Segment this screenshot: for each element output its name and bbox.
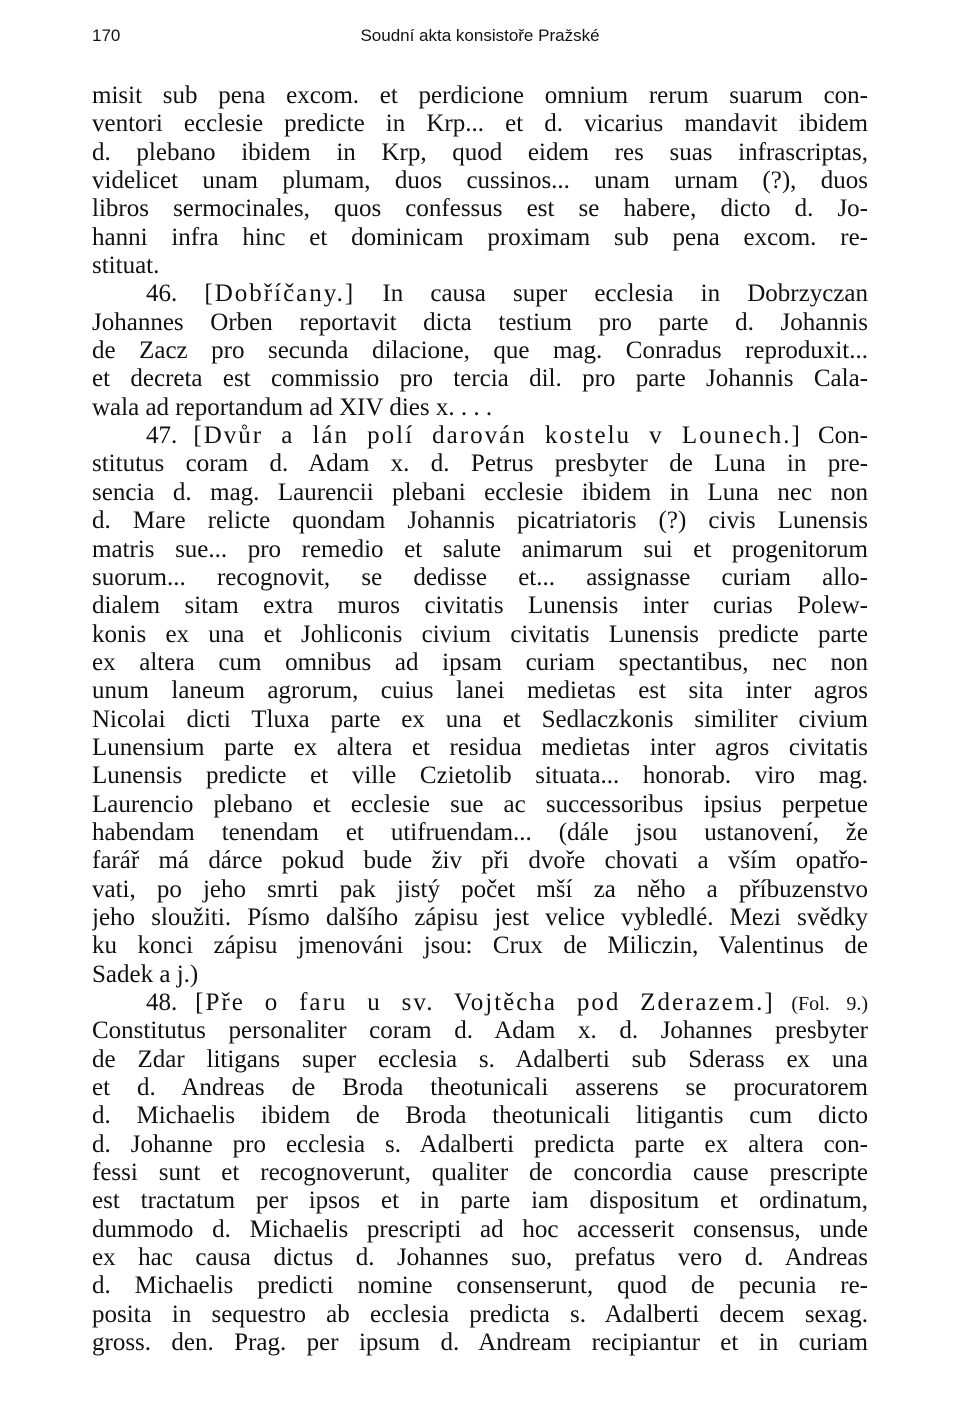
text-segment: In causa super ecclesia in Dobrzyczan: [355, 280, 868, 308]
running-title: Soudní akta konsistoře Pražské: [360, 26, 600, 45]
text-line: Lunensis predicte et ville Czietolib situata... honorab. viro mag.: [92, 762, 868, 790]
text-line: matris sue... pro remedio et salute animarum sui et progenitorum: [92, 535, 868, 563]
text-line: de Zacz pro secunda dilacione, que mag. Conradus reproduxit...: [92, 337, 868, 365]
text-line: dialem sitam extra muros civitatis Lunensis inter curias Polew-: [92, 592, 868, 620]
text-line: dummodo d. Michaelis prescripti ad hoc accesserit consensus, unde: [92, 1215, 868, 1243]
text-line: ex hac causa dictus d. Johannes suo, prefatus vero d. Andreas: [92, 1244, 868, 1272]
text-line: est tractatum per ipsos et in parte iam dispositum et ordinatum,: [92, 1187, 868, 1215]
text-line: d. Michaelis ibidem de Broda theotunicali litigantis cum dicto: [92, 1102, 868, 1130]
text-segment: Con-: [801, 422, 868, 450]
text-line: farář má dárce pokud bude živ při dvoře chovati a vším opatřo-: [92, 847, 868, 875]
text-segment: 48.: [146, 989, 196, 1016]
text-line: ku konci zápisu jmenováni jsou: Crux de Miliczin, Valentinus de: [92, 932, 868, 960]
text-line: videlicet unam plumam, duos cussinos... unam urnam (?), duos: [92, 167, 868, 195]
text-line: jeho sloužiti. Písmo dalšího zápisu jest velice vybledlé. Mezi svědky: [92, 903, 868, 931]
text-line: Laurencio plebano et ecclesie sue ac successoribus ipsius perpetue: [92, 790, 868, 818]
text-segment: 47.: [146, 422, 194, 450]
text-line: d. Johanne pro ecclesia s. Adalberti predicta parte ex altera con-: [92, 1130, 868, 1158]
section-heading: [Dvůr a lán polí darován kostelu v Lounech.]: [193, 422, 802, 450]
text-line: stitutus coram d. Adam x. d. Petrus presbyter de Luna in pre-: [92, 450, 868, 478]
text-line: Johannes Orben reportavit dicta testium pro parte d. Johannis: [92, 308, 868, 336]
text-line: wala ad reportandum ad XIV dies x. . . .: [92, 393, 493, 421]
text-line: Lunensium parte ex altera et residua medietas inter agros civitatis: [92, 733, 868, 761]
text-line: gross. den. Prag. per ipsum d. Andream recipiantur et in curiam: [92, 1329, 868, 1357]
text-line: d. Mare relicte quondam Johannis picatriatoris (?) civis Lunensis: [92, 507, 868, 535]
text-line: Sadek a j.): [92, 960, 199, 988]
text-line: stituat.: [92, 252, 160, 280]
body-text: [92, 82, 868, 1357]
page-number: 170: [92, 26, 121, 45]
text-line: habendam tenendam et utifruendam... (dále jsou ustanovení, že: [92, 818, 868, 846]
text-line: Nicolai dicti Tluxa parte ex una et Sedlaczkonis similiter civium: [92, 705, 868, 733]
text-segment: (Fol. 9.): [774, 993, 868, 1015]
text-line: hanni infra hinc et dominicam proximam sub pena excom. re-: [92, 223, 868, 251]
text-line: libros sermocinales, quos confessus est se habere, dicto d. Jo-: [92, 195, 868, 223]
text-line: ex altera cum omnibus ad ipsam curiam spectantibus, nec non: [92, 648, 868, 676]
text-line: Constitutus personaliter coram d. Adam x. d. Johannes presbyter: [92, 1017, 868, 1045]
text-line: et d. Andreas de Broda theotunicali asserens se procuratorem: [92, 1074, 868, 1102]
text-line: fessi sunt et recognoverunt, qualiter de concordia cause prescripte: [92, 1159, 868, 1187]
text-line: [92, 422, 868, 450]
running-head: [92, 26, 868, 50]
text-line: et decreta est commissio pro tercia dil. pro parte Johannis Cala-: [92, 365, 868, 393]
text-line: ventori ecclesie predicte in Krp... et d. vicarius mandavit ibidem: [92, 110, 868, 138]
text-line: suorum... recognovit, se dedisse et... assignasse curiam allo-: [92, 563, 868, 591]
text-line: vati, po jeho smrti pak jistý počet mší za něho a příbuzenstvo: [92, 875, 868, 903]
text-line: d. Michaelis predicti nomine consenserunt, quod de pecunia re-: [92, 1272, 868, 1300]
section-heading: [Dobříčany.]: [204, 280, 356, 308]
text-line: de Zdar litigans super ecclesia s. Adalberti sub Sderass ex una: [92, 1045, 868, 1073]
text-line: sencia d. mag. Laurencii plebani ecclesie ibidem in Luna nec non: [92, 478, 868, 506]
text-line: [92, 280, 868, 308]
text-line: d. plebano ibidem in Krp, quod eidem res suas infrascriptas,: [92, 138, 868, 166]
section-heading: [Pře o faru u sv. Vojtěcha pod Zderazem.]: [195, 989, 775, 1016]
text-line: konis ex una et Johliconis civium civitatis Lunensis predicte parte: [92, 620, 868, 648]
text-segment: 46.: [146, 280, 205, 308]
text-line: [92, 989, 868, 1017]
text-line: posita in sequestro ab ecclesia predicta s. Adalberti decem sexag.: [92, 1300, 868, 1328]
text-line: misit sub pena excom. et perdicione omnium rerum suarum con-: [92, 82, 868, 109]
text-line: unum laneum agrorum, cuius lanei medietas est sita inter agros: [92, 677, 868, 705]
